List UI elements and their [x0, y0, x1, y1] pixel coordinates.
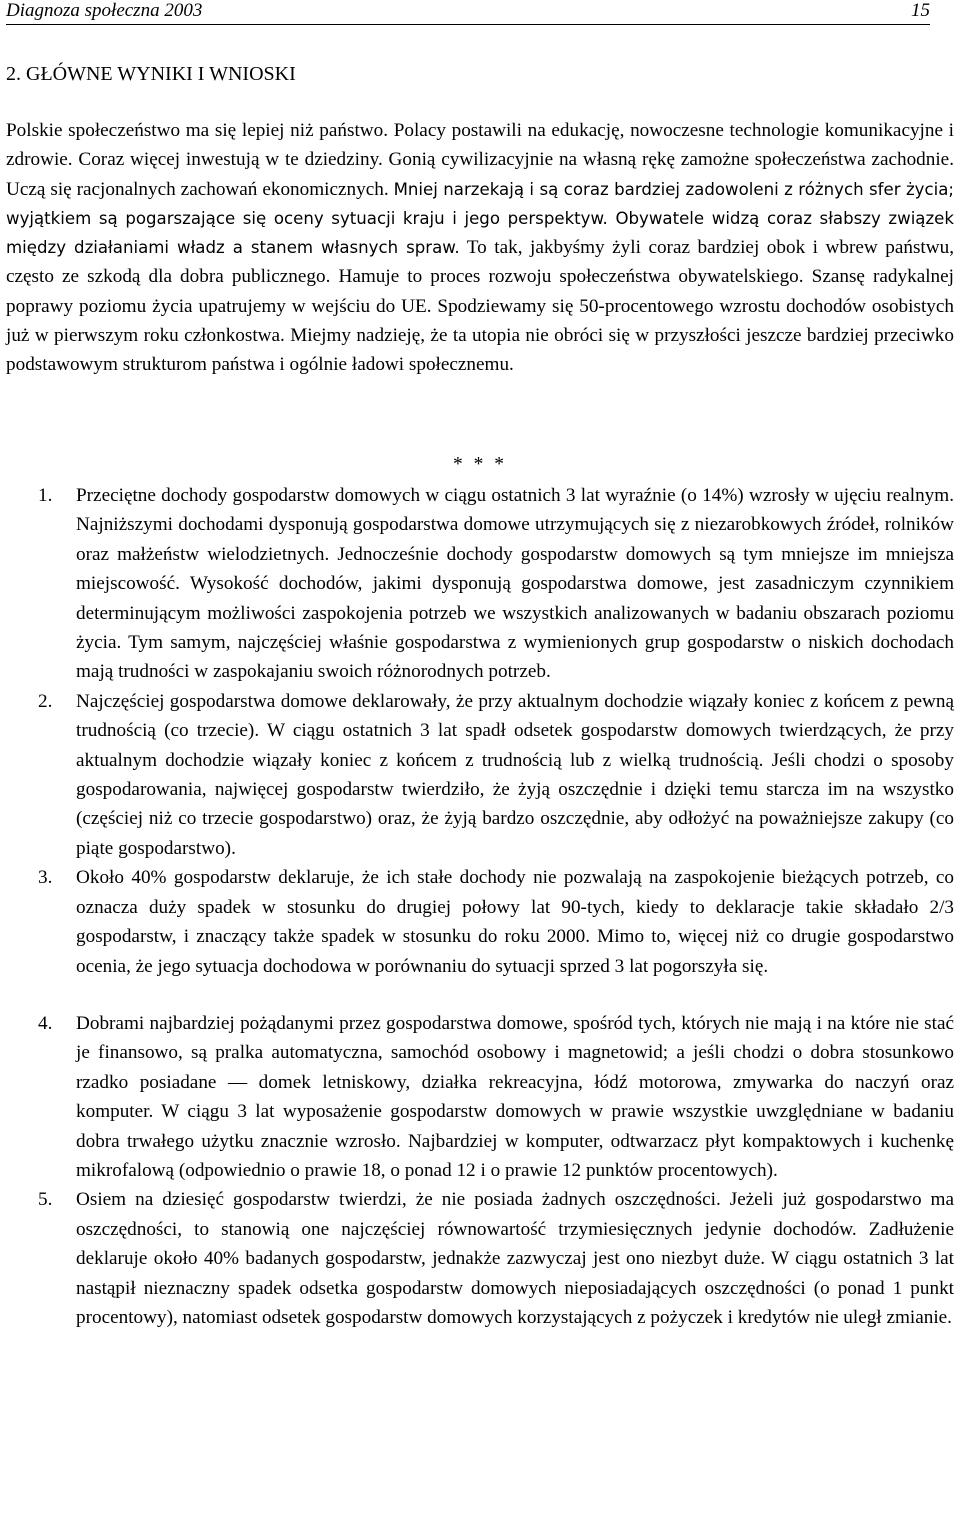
header-title: Diagnoza społeczna 2003 — [6, 0, 203, 21]
finding-text: Przeciętne dochody gospodarstw domowych w ciągu ostatnich 3 lat wyraźnie (o 14%) wzrosły w ujęciu realnym. Najniższymi dochodami dysponują gospodarstwa domowe utrzymujących się z niezarobkowych źródeł, rolników oraz małżeństw wielodzietnych. Jednocześnie dochody gospodarstw domowych są tym mniejsze im mniejsza miejscowość. Wysokość dochodów, jakimi dysponują gospodarstwa domowe, jest zasadniczym czynnikiem determinującym możliwości zaspokojenia potrzeb we wszystkich analizowanych w badaniu obszarach poziomu życia. Tym samym, najczęściej właśnie gospodarstwa z wymienionych grup gospodarstw o niskich dochodach mają trudności w zaspokajaniu swoich różnorodnych potrzeb. — [76, 485, 954, 683]
finding-number: 3. — [38, 867, 53, 889]
intro-text-part-1: Polskie społeczeństwo ma się lepiej niż państwo. Polacy postawili na edukację, nowoczesne technologie komunikacyjne i zdrowie. Coraz więcej inwestują w te dziedziny. Gonią cywilizacyjnie na własną rękę zamożne społeczeństwa zachodnie. Uczą się racjonalnych zachowań ekonomicznych. — [6, 120, 954, 200]
section-separator: * * * — [453, 454, 507, 475]
intro-paragraph — [6, 116, 954, 380]
finding-number: 1. — [38, 485, 53, 506]
finding-text: Osiem na dziesięć gospodarstw twierdzi, że nie posiada żadnych oszczędności. Jeżeli już gospodarstwo ma oszczędności, to stanowią one najczęściej równowartość trzymiesięcznych jedynie dochodów. Zadłużenie deklaruje około 40% badanych gospodarstw, jednakże zazwyczaj jest ono niezbyt duże. W ciągu ostatnich 3 lat nastąpił nieznaczny spadek odsetka gospodarstw domowych nieposiadających oszczędności (o ponad 1 punkt procentowy), natomiast odsetek gospodarstw domowych korzystających z pożyczek i kredytów nie uległ zmianie. — [76, 1189, 954, 1328]
running-header — [6, 0, 930, 25]
finding-item-1 — [0, 481, 954, 687]
finding-number: 4. — [38, 1012, 53, 1034]
intro-text-part-2: Mniej narzekają i są coraz bardziej zadowoleni z różnych sfer życia; wyjątkiem są pogarszające się oceny sytuacji kraju i jego perspektyw. Obywatele widzą coraz słabszy związek między działaniami władz a stanem własnych spraw. — [6, 179, 954, 258]
section-heading: 2. GŁÓWNE WYNIKI I WNIOSKI — [6, 63, 296, 85]
finding-number: 5. — [38, 1189, 53, 1211]
finding-number: 2. — [38, 690, 53, 712]
finding-text: Najczęściej gospodarstwa domowe deklarowały, że przy aktualnym dochodzie wiązały koniec z końcem z pewną trudnością (co trzecie). W ciągu ostatnich 3 lat spadł odsetek gospodarstw domowych twierdzących, że przy aktualnym dochodzie wiązały koniec z końcem z trudnością lub z wielką trudnością. Jeśli chodzi o sposoby gospodarowania, najwięcej gospodarstw twierdziło, że żyją oszczędnie i dzięki temu starcza im na wszystko (częściej niż co trzecie gospodarstwo) oraz, że żyją bardzo oszczędnie, aby odłożyć na poważniejsze zakupy (co piąte gospodarstwo). — [76, 690, 954, 859]
finding-item-3 — [0, 863, 954, 981]
finding-item-2 — [0, 687, 954, 863]
findings-list — [0, 481, 960, 1332]
intro-text-part-3: To tak, jakbyśmy żyli coraz bardziej obok i wbrew państwu, często ze szkodą dla dobra publicznego. Hamuje to proces rozwoju społeczeństwa obywatelskiego. Szansę radykalnej poprawy poziomu życia upatrujemy w wejściu do UE. Spodziewamy się 50-procentowego wzrostu dochodów osobistych już w pierwszym roku członkostwa. Miejmy nadzieję, że ta utopia nie obróci się w przyszłości jeszcze bardziej przeciwko podstawowym strukturom państwa i ogólnie ładowi społecznemu. — [6, 237, 954, 376]
finding-item-5 — [0, 1185, 954, 1332]
finding-item-4 — [0, 1009, 954, 1185]
page-number: 15 — [911, 0, 930, 21]
finding-text: Dobrami najbardziej pożądanymi przez gospodarstwa domowe, spośród tych, których nie mają i na które nie stać je finansowo, są pralka automatyczna, samochód osobowy i magnetowid; a jeśli chodzi o dobra stosunkowo rzadko posiadane — domek letniskowy, działka rekreacyjna, łódź motorowa, zmywarka do naczyń oraz komputer. W ciągu 3 lat wyposażenie gospodarstw domowych w prawie wszystkie uwzględniane w badaniu dobra trwałego użytku znacznie wzrosło. Najbardziej w komputer, odtwarzacz płyt kompaktowych i kuchenkę mikrofalową (odpowiednio o prawie 18, o ponad 12 i o prawie 12 punktów procentowych). — [76, 1012, 954, 1181]
finding-text: Około 40% gospodarstw deklaruje, że ich stałe dochody nie pozwalają na zaspokojenie bieżących potrzeb, co oznacza duży spadek w stosunku do drugiej połowy lat 90-tych, kiedy to deklaracje takie składało 2/3 gospodarstw, i znaczący także spadek w stosunku do roku 2000. Mimo to, więcej niż co drugie gospodarstwo ocenia, że jego sytuacja dochodowa w porównaniu do sytuacji sprzed 3 lat pogorszyła się. — [76, 867, 954, 977]
